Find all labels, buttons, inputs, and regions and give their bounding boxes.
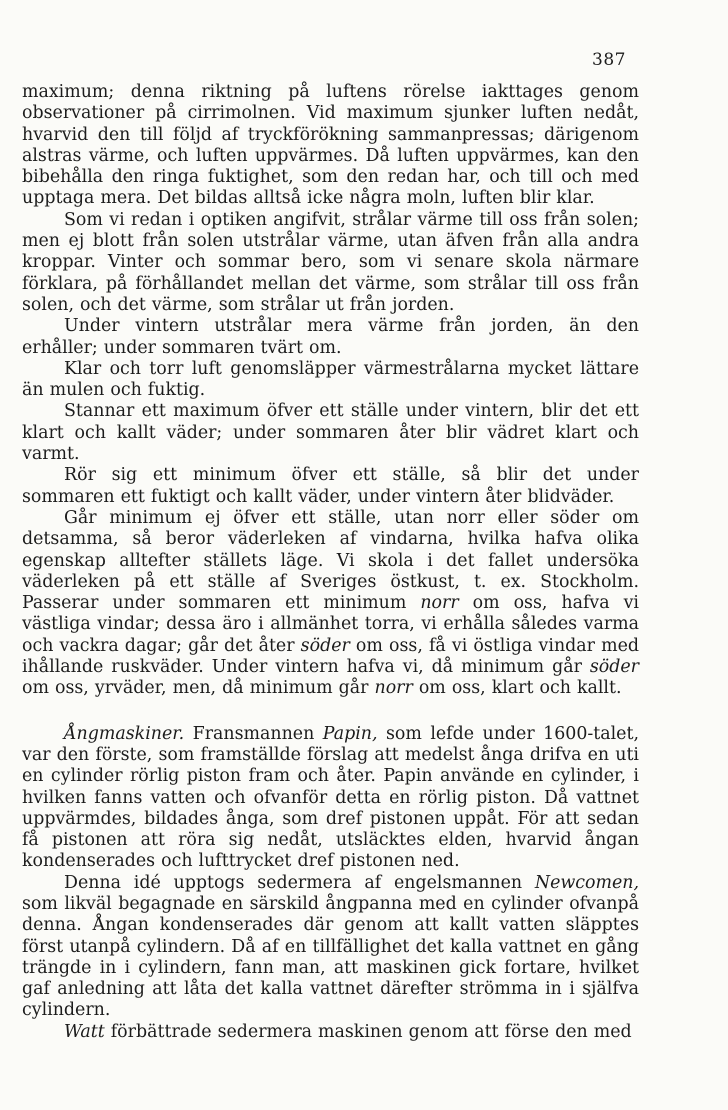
text-run: Som vi redan i optiken angifvit, strålar värme till oss från solen; men ej blott från solen utstrålar värme, utan äfven från alla andra kroppar. Vinter och sommar bero, som vi senare skola närmare förklara, på förhållandet mellan det värme, som strålar till oss från solen, och det värme, som strålar ut från jorden. xyxy=(22,209,639,315)
paragraph xyxy=(22,210,639,316)
body-text xyxy=(22,82,639,1043)
paragraph xyxy=(22,359,639,402)
italic-term: Watt xyxy=(64,1021,105,1042)
paragraph xyxy=(22,1022,639,1043)
text-run: om oss, klart och kallt. xyxy=(412,678,622,699)
section-paragraph xyxy=(22,724,639,873)
text-run: om oss, yrväder, men, då minimum går xyxy=(22,678,375,699)
paragraph xyxy=(22,508,639,700)
italic-term: söder xyxy=(589,657,639,678)
text-run: Under vintern utstrålar mera värme från jorden, än den erhåller; under sommaren tvärt om. xyxy=(22,316,639,358)
italic-term: Papin, xyxy=(322,723,378,744)
italic-term: söder xyxy=(300,635,350,656)
text-run: maximum; denna riktning på luftens rörelse iakttages genom observationer på cirrimolnen. Vid maximum sjunker luften nedåt, hvarvid den till följd af tryckförökning sammanpressas; därigenom alstras värme, och luften uppvärmes. Då luften uppvärmes, kan den bibehålla den ringa fuktighet, som den redan har, och till och med upptaga mera. Det bildas alltså icke några moln, luften blir klar. xyxy=(22,82,639,209)
text-run: Stannar ett maximum öfver ett ställe under vintern, blir det ett klart och kallt väder; under sommaren åter blir vädret klart och varmt. xyxy=(22,401,639,465)
text-run: Denna idé upptogs sedermera af engelsmannen xyxy=(64,872,535,893)
text-run: Går minimum ej öfver ett ställe, utan norr eller söder om detsamma, så beror väderleken af vindarna, hvilka hafva olika egenskap alltefter ställets läge. Vi skola i det fallet undersöka väderleken på ett ställe af Sveriges östkust, t. ex. Stockholm. Passerar under sommaren ett minimum xyxy=(22,507,639,614)
italic-term: Newcomen, xyxy=(534,872,639,893)
paragraph xyxy=(22,873,639,1022)
text-run: om oss, hafva vi västliga vindar; dessa äro i allmänhet torra, vi erhålla således varma och vackra dagar; går det åter xyxy=(22,593,639,656)
italic-term: norr xyxy=(420,593,459,614)
text-run: om oss, få vi östliga vindar med ihållande ruskväder. Under vintern hafva vi, då minimum går xyxy=(22,635,639,678)
paragraph xyxy=(22,316,639,359)
italic-term: norr xyxy=(374,678,413,699)
text-run: Klar och torr luft genomsläpper värmestrålarna mycket lättare än mulen och fuktig. xyxy=(22,358,639,401)
italic-term: Ångmaskiner. xyxy=(64,723,185,744)
paragraph xyxy=(22,401,639,465)
page-number: 387 xyxy=(592,50,626,70)
paragraph xyxy=(22,465,639,508)
text-run: förbättrade sedermera maskinen genom att förse den med xyxy=(104,1021,632,1042)
paragraph xyxy=(22,82,639,210)
text-run: som lefde under 1600-talet, var den förste, som framställde förslag att medelst ånga drifva en uti en cylinder rörlig piston fram och åter. Papin använde en cylinder, i hvilken fanns vatten och ofvanför detta en rörlig piston. Då vattnet uppvärmdes, bildades ånga, som dref pistonen uppåt. För att sedan få pistonen att röra sig nedåt, utsläcktes elden, hvarvid ångan kondenserades och lufttrycket dref pistonen ned. xyxy=(22,723,639,872)
text-run: som likväl begagnade en särskild ångpanna med en cylinder ofvanpå denna. Ångan kondenserades där genom att kallt vatten släpptes först utanpå cylindern. Då af en tillfällighet det kalla vattnet en gång trängde in i cylindern, fann man, att maskinen gick fortare, hvilket gaf anledning att låta det kalla vattnet därefter strömma in i själfva cylindern. xyxy=(22,893,639,1021)
text-run: Fransmannen xyxy=(184,723,323,744)
text-run: Rör sig ett minimum öfver ett ställe, så blir det under sommaren ett fuktigt och kallt väder, under vintern åter blidväder. xyxy=(22,465,639,507)
